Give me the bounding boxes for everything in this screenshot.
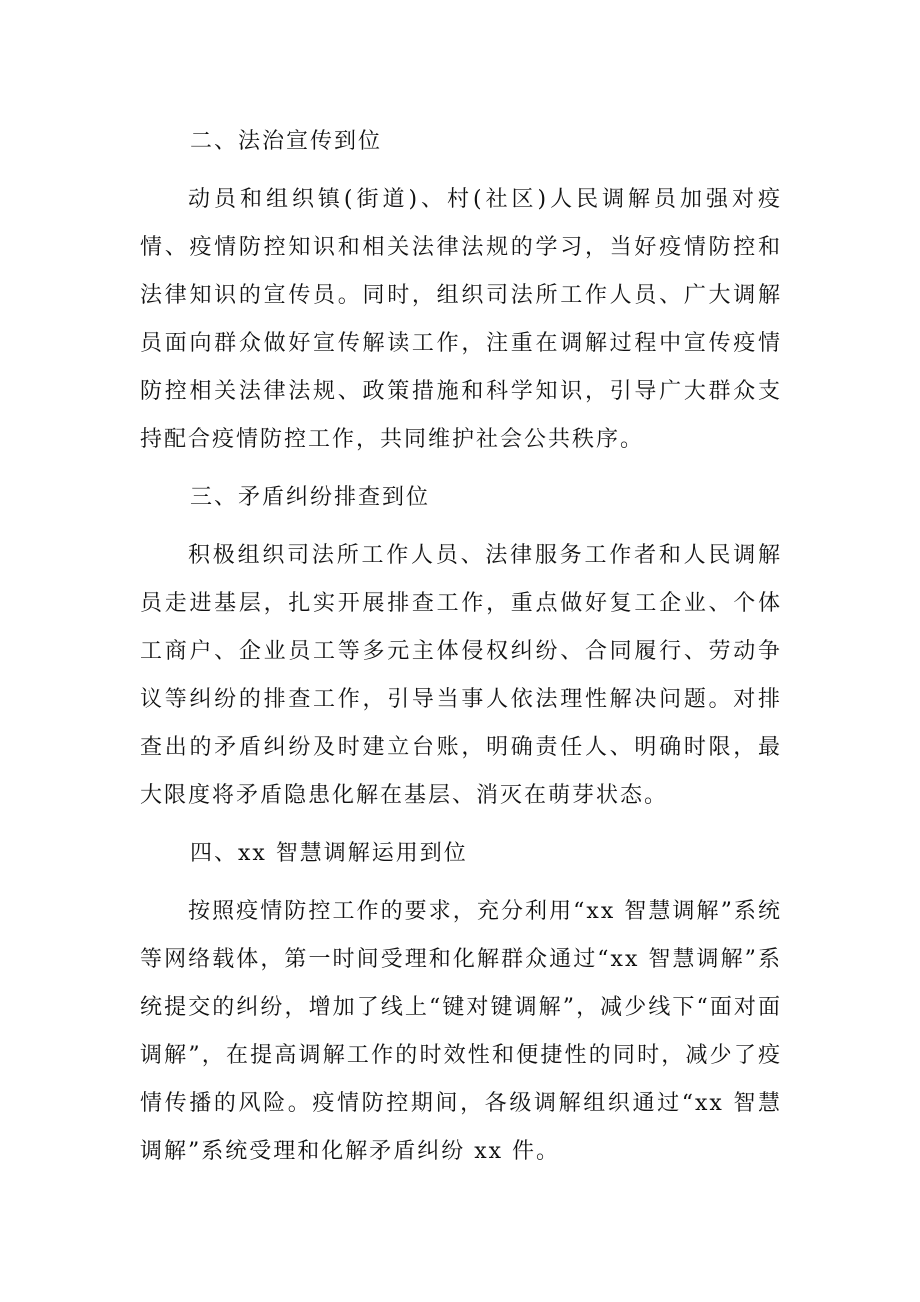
- section-paragraph: 按照疫情防控工作的要求，充分利用“xx 智慧调解”系统等网络载体，第一时间受理和化解群众通过“xx 智慧调解”系统提交的纠纷，增加了线上“键对键调解”，减少线下“面对面调解”，在提高调解工作的时效性和便捷性的同时，减少了疫情传播的风险。疫情防控期间，各级调解组织通过“xx 智慧调解”系统受理和化解矛盾纠纷 xx 件。: [140, 899, 782, 1164]
- section-heading: 三、矛盾纠纷排查到位: [190, 485, 431, 510]
- section-dispute-screening: [140, 474, 782, 830]
- section-heading: 四、xx 智慧调解运用到位: [190, 841, 468, 866]
- section-smart-mediation: [140, 830, 782, 1176]
- section-legal-publicity: [140, 118, 782, 474]
- section-paragraph: 动员和组织镇(街道)、村(社区)人民调解员加强对疫情、疫情防控知识和相关法律法规的学习，当好疫情防控和法律知识的宣传员。同时，组织司法所工作人员、广大调解员面向群众做好宣传解读工作，注重在调解过程中宣传疫情防控相关法律法规、政策措施和科学知识，引导广大群众支持配合疫情防控工作，共同维护社会公共秩序。: [140, 187, 782, 452]
- document-page: [140, 118, 782, 1176]
- section-heading: 二、法治宣传到位: [190, 129, 383, 154]
- section-paragraph: 积极组织司法所工作人员、法律服务工作者和人民调解员走进基层，扎实开展排查工作，重点做好复工企业、个体工商户、企业员工等多元主体侵权纠纷、合同履行、劳动争议等纠纷的排查工作，引导当事人依法理性解决问题。对排查出的矛盾纠纷及时建立台账，明确责任人、明确时限，最大限度将矛盾隐患化解在基层、消灭在萌芽状态。: [140, 543, 782, 808]
